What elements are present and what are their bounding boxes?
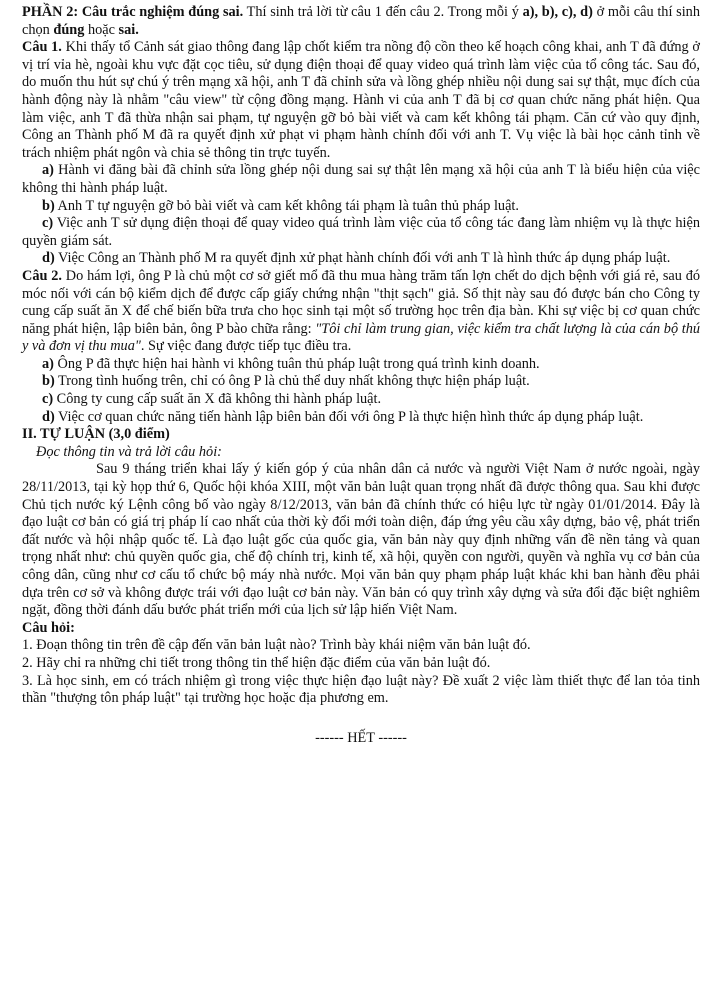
question-2-quote: "Tôi chỉ làm trung gian, việc kiểm tra chất lượng là của cán bộ thú y và đơn vị thu mua" bbox=[22, 320, 700, 355]
question-1-option-d: d) Việc Công an Thành phố M ra quyết định xử phạt hành chính đối với anh T là hình thức áp dụng pháp luật. bbox=[42, 250, 671, 267]
essay-question-3: 3. Là học sinh, em có trách nhiệm gì trong việc thực hiện đạo luật này? Đề xuất 2 việc làm thiết thực để lan tỏa tinh thần "thượng tôn pháp luật" tại trường học hoặc địa phương em. bbox=[22, 672, 700, 707]
question-1-option-b: b) Anh T tự nguyện gỡ bỏ bài viết và cam kết không tái phạm là tuân thủ pháp luật. bbox=[42, 197, 519, 214]
question-1-option-a: a) Hành vi đăng bài đã chỉnh sửa lồng ghép nội dung sai sự thật lên mạng xã hội của anh T là biểu hiện của việc không thi hành pháp luật. bbox=[22, 162, 700, 196]
essay-question-1: 1. Đoạn thông tin trên đề cập đến văn bản luật nào? Trình bày khái niệm văn bản luật đó. bbox=[22, 637, 531, 654]
question-2-option-c: c) Công ty cung cấp suất ăn X đã không thi hành pháp luật. bbox=[42, 391, 382, 408]
essay-question-2: 2. Hãy chỉ ra những chi tiết trong thông tin thể hiện đặc điểm của văn bản luật đó. bbox=[22, 654, 491, 671]
question-2-option-a: a) Ông P đã thực hiện hai hành vi không tuân thủ pháp luật trong quá trình kinh doanh. bbox=[42, 355, 540, 372]
question-2-option-d: d) Việc cơ quan chức năng tiến hành lập biên bản đối với ông P là thực hiện hình thức áp dụng pháp luật. bbox=[42, 408, 644, 425]
question-2-label: Câu 2. bbox=[22, 267, 62, 284]
question-1-option-c: c) Việc anh T sử dụng điện thoại để quay video quá trình làm việc của tổ công tác đang làm nhiệm vụ là thực hiện quyền giám sát. bbox=[22, 215, 700, 249]
essay-instruction: Đọc thông tin và trả lời câu hỏi: bbox=[36, 443, 222, 460]
question-1-label: Câu 1. bbox=[22, 39, 62, 56]
end-marker: ------ HẾT ------ bbox=[315, 729, 407, 746]
part2-title: PHẦN 2: Câu trắc nghiệm đúng sai. bbox=[22, 4, 244, 20]
question-2-option-b: b) Trong tình huống trên, chỉ có ông P là chủ thể duy nhất không thực hiện pháp luật. bbox=[42, 373, 530, 390]
essay-passage: Sau 9 tháng triển khai lấy ý kiến góp ý của nhân dân cả nước và người Việt Nam ở nước ngoài, ngày 28/11/2013, tại kỳ họp thứ 6, Quốc hội khóa XIII, một văn bản luật quan trọng nhất đã được thông qua. Sau khi được Chủ tịch nước ký Lệnh công bố vào ngày 8/12/2013, văn bản đã chính thức có hiệu lực từ ngày 01/01/2014. Đây là đạo luật cơ bản có giá trị pháp lí cao nhất của thời kỳ đổi mới toàn diện, đáp ứng yêu cầu xây dựng, bảo vệ, phát triển đất nước và hội nhập quốc tế. Là đạo luật gốc của quốc gia, văn bản này quy định những vấn đề nền tảng và quan trọng nhất như: chủ quyền quốc gia, chế độ chính trị, kinh tế, xã hội, quyền con người, quyền và nghĩa vụ cơ bản của công dân, cũng như cơ cấu tổ chức bộ máy nhà nước. Mọi văn bản quy phạm pháp luật khác khi ban hành đều phải dựa trên cơ sở và không được trái với đạo luật cơ bản này. Văn bản có quy trình xây dựng và sửa đổi đặc biệt nghiêm ngặt, đồng thời đánh dấu bước phát triển mới của lịch sử lập hiến Việt Nam. bbox=[22, 461, 700, 619]
question-1-stem: Câu 1. Khi thấy tổ Cảnh sát giao thông đang lập chốt kiểm tra nồng độ cồn theo kế hoạch công khai, anh T đã đứng ở vị trí vỉa hè, ngoài khu vực đặt cọc tiêu, sử dụng điện thoại để quay video quá trình làm việc của tổ công tác. Sau đó, do muốn thu hút sự chú ý trên mạng xã hội, anh T đã chỉnh sửa và lồng ghép nhiều nội dung sai sự thật, mục đích của hành động này là nhằm "câu view" từ cộng đồng mạng. Hành vi của anh T đã bị cơ quan chức năng phát hiện. Qua làm việc, anh T đã thừa nhận sai phạm, tự nguyện gỡ bỏ bài viết và cam kết không tái phạm. Căn cứ vào quy định, Công an Thành phố M đã ra quyết định xử phạt vi phạm hành chính đối với anh T. Vụ việc là bài học cảnh tỉnh về trách nhiệm phát ngôn và chia sẻ thông tin trực tuyến. bbox=[22, 39, 700, 161]
part2-instructions: PHẦN 2: Câu trắc nghiệm đúng sai. Thí sinh trả lời từ câu 1 đến câu 2. Trong mỗi ý a), b), c), d) ở mỗi câu thí sinh chọn đúng hoặc sai. bbox=[22, 4, 700, 38]
essay-section-title: II. TỰ LUẬN (3,0 điểm) bbox=[22, 426, 170, 443]
questions-title: Câu hỏi: bbox=[22, 619, 75, 636]
question-2-stem: Câu 2. Do hám lợi, ông P là chủ một cơ sở giết mổ đã thu mua hàng trăm tấn lợn chết do dịch bệnh với giá rẻ, sau đó móc nối với cán bộ kiểm dịch để được cấp giấy chứng nhận "thịt sạch" giả. Số thịt này sau đó được bán cho Công ty cung cấp suất ăn X để chế biến bữa trưa cho học sinh tại một số trường học trên địa bàn. Khi sự việc bị cơ quan chức năng phát hiện, lập biên bản, ông P bào chữa rằng: "Tôi chỉ làm trung gian, việc kiểm tra chất lượng là của cán bộ thú y và đơn vị thu mua". Sự việc đang được tiếp tục điều tra. bbox=[22, 267, 700, 355]
